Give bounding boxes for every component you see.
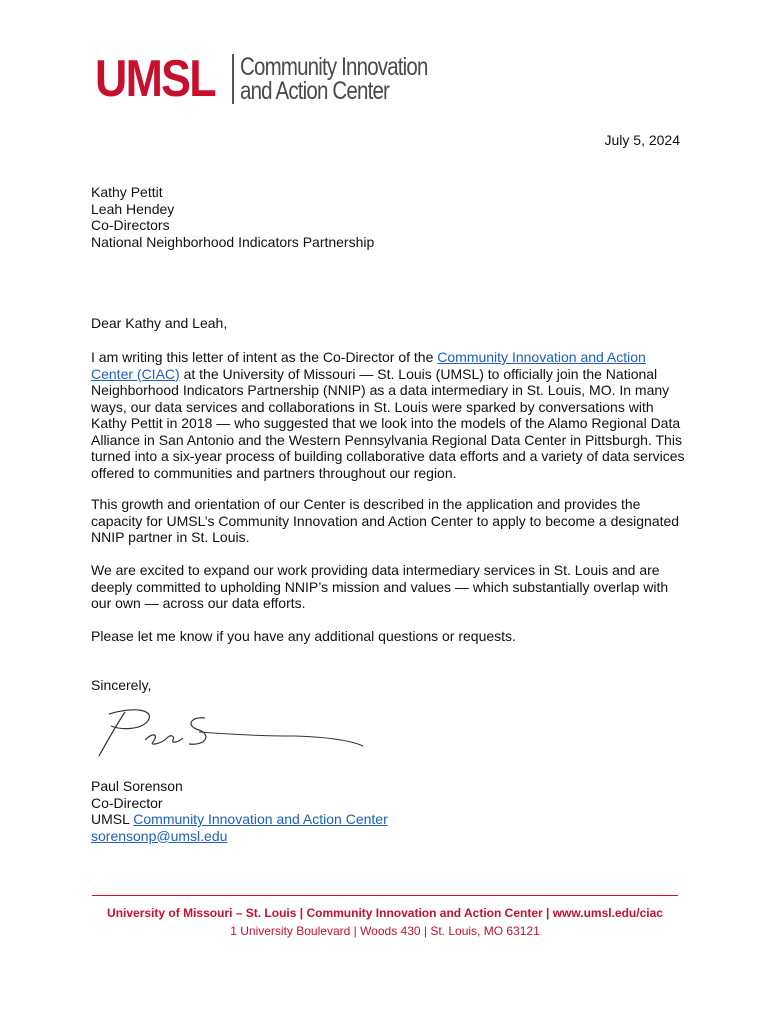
logo-line-1: Community Innovation <box>240 53 428 81</box>
recipient-org: National Neighborhood Indicators Partnership <box>91 233 375 250</box>
signer-block <box>91 778 687 844</box>
signer-org <box>91 811 687 828</box>
p1-text-start: I am writing this letter of intent as the Co-Director of the <box>91 349 438 365</box>
salutation: Dear Kathy and Leah, <box>91 315 228 331</box>
recipient-address <box>91 184 687 250</box>
footer-divider <box>92 895 678 896</box>
letter-date: July 5, 2024 <box>604 132 680 148</box>
logo-line-2: and Action Center <box>240 77 390 105</box>
logo-mark: UMSL <box>95 50 215 108</box>
signer-org-link[interactable]: Community Innovation and Action Center <box>133 811 388 827</box>
letterhead-logo <box>95 50 469 108</box>
signer-name: Paul Sorenson <box>91 778 183 794</box>
body-paragraph-2: This growth and orientation of our Center is described in the application and provides the capacity for UMSL’s Community Innovation and Action Center to apply to become a designated NNIP partner in St. Louis. <box>91 496 680 545</box>
ciac-link[interactable]: Community Innovation and Action Center (CIAC) <box>91 349 646 382</box>
signer-email-link[interactable]: sorensonp@umsl.edu <box>91 827 228 844</box>
signer-email-line <box>91 828 687 845</box>
recipient-name-2: Leah Hendey <box>91 200 175 217</box>
logo-text <box>240 55 428 103</box>
logo-divider <box>232 54 234 104</box>
recipient-title: Co-Directors <box>91 217 170 233</box>
signer-org-prefix: UMSL <box>91 811 134 827</box>
body-paragraph-4: Please let me know if you have any additional questions or requests. <box>91 628 516 644</box>
footer-line-2: 1 University Boulevard | Woods 430 | St. Louis, MO 63121 <box>230 924 540 938</box>
closing: Sincerely, <box>91 677 152 693</box>
signature-drawing <box>95 704 375 764</box>
body-paragraph-1 <box>91 349 687 481</box>
recipient-name-1: Kathy Pettit <box>91 184 163 200</box>
p1-text-end: at the University of Missouri — St. Louis (UMSL) to officially join the National Neighborhood Indicators Partnership (NNIP) as a data intermediary in St. Louis, MO. In many ways, our data services and collaborations in St. Louis were sparked by conversations with Kathy Pettit in 2018 — who suggested that we look into the models of the Alamo Regional Data Alliance in San Antonio and the Western Pennsylvania Regional Data Center in Pittsburgh. This turned into a six-year process of building collaborative data efforts and a variety of data services offered to communities and partners throughout our region. <box>91 365 685 481</box>
footer-line-1: University of Missouri – St. Louis | Community Innovation and Action Center | www.umsl.edu/ciac <box>107 906 663 920</box>
body-paragraph-3: We are excited to expand our work providing data intermediary services in St. Louis and are deeply committed to upholding NNIP’s mission and values — which substantially overlap with our own — across our data efforts. <box>91 562 669 611</box>
signer-title: Co-Director <box>91 794 163 811</box>
handwritten-signature <box>95 704 375 769</box>
